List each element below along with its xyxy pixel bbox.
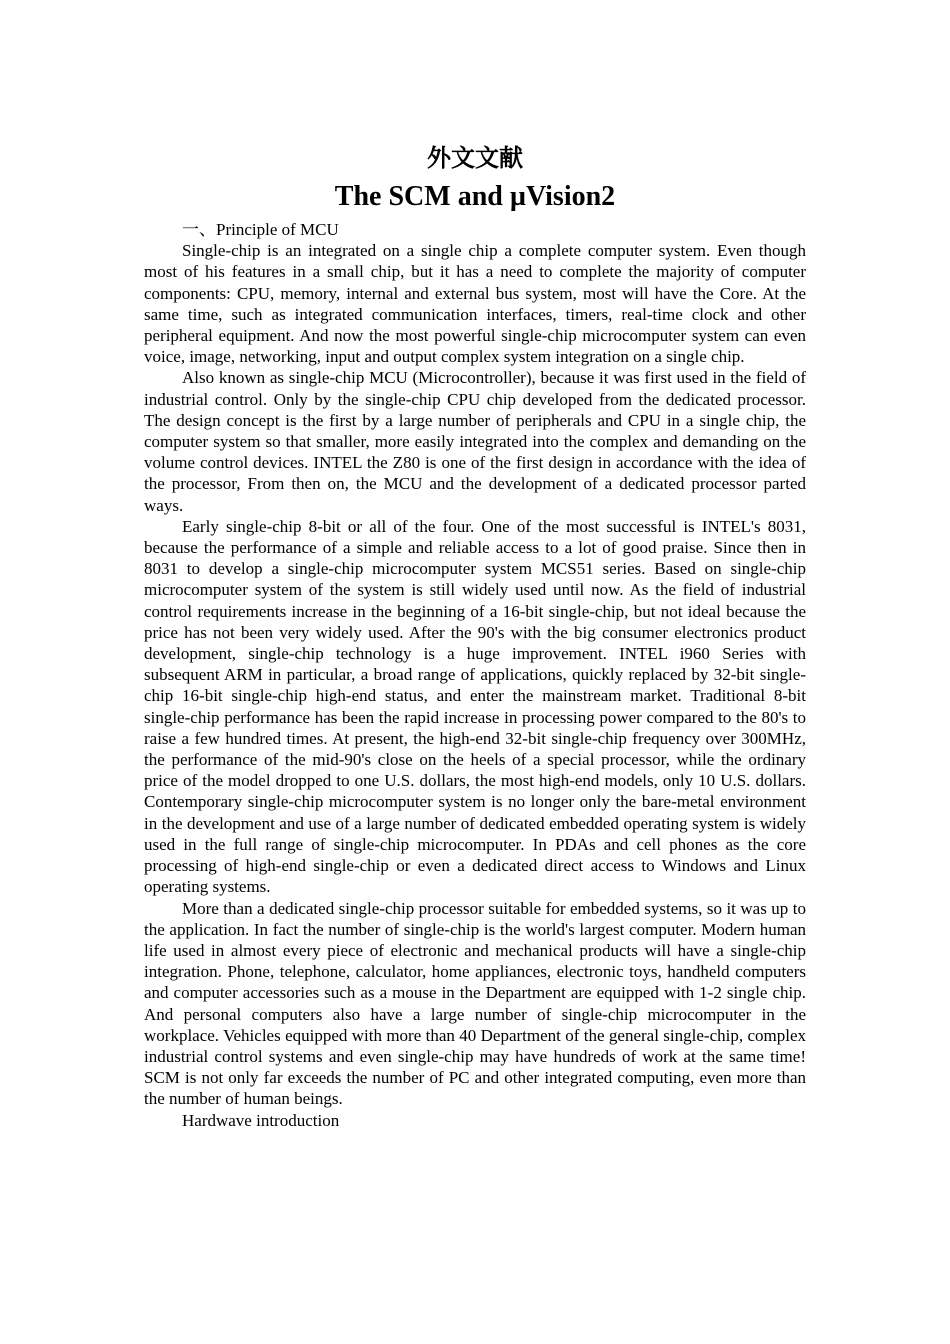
paragraph: Also known as single-chip MCU (Microcontroller), because it was first used in the field of industrial control. Only by the single-chip CPU chip developed from the dedicated processor. The design concept is the first by a large number of peripherals and CPU in a single chip, the computer system so that smaller, more easily integrated into the complex and demanding on the volume control devices. INTEL the Z80 is one of the first design in accordance with the idea of the processor, From then on, the MCU and the development of a dedicated processor parted ways. [144,368,806,515]
chinese-title: 外文文献 [427,144,523,172]
document-page [144,141,806,1131]
paragraph: Early single-chip 8-bit or all of the four. One of the most successful is INTEL's 8031, because the performance of a simple and reliable access to a lot of good praise. Since then in 8031 to develop a single-chip microcomputer system MCS51 series. Based on single-chip microcomputer system of the system is still widely used until now. As the field of industrial control requirements increase in the beginning of a 16-bit single-chip, but not ideal because the price has not been very widely used. After the 90's with the big consumer electronics product development, single-chip technology is a huge improvement. INTEL i960 Series with subsequent ARM in particular, a broad range of applications, quickly replaced by 32-bit single-chip 16-bit single-chip high-end status, and enter the mainstream market. Traditional 8-bit single-chip performance has been the rapid increase in processing power compared to the 80's to raise a few hundred times. At present, the high-end 32-bit single-chip frequency over 300MHz, the performance of the mid-90's close on the heels of a special processor, while the ordinary price of the model dropped to one U.S. dollars, the most high-end models, only 10 U.S. dollars. Contemporary single-chip microcomputer system is no longer only the bare-metal environment in the development and use of a large number of dedicated embedded operating system is widely used in the full range of single-chip microcomputer. In PDAs and cell phones as the core processing of high-end single-chip or even a dedicated direct access to Windows and Linux operating systems. [144,516,806,897]
english-title: The SCM and µVision2 [334,181,616,212]
section-heading: 一、Principle of MCU [182,220,339,239]
sub-heading: Hardwave introduction [182,1110,340,1130]
paragraph: Single-chip is an integrated on a single chip a complete computer system. Even though most of his features in a small chip, but it has a need to complete the majority of computer components: CPU, memory, internal and external bus system, most will have the Core. At the same time, such as integrated communication interfaces, timers, real-time clock and other peripheral equipment. And now the most powerful single-chip microcomputer system can even voice, image, networking, input and output complex system integration on a single chip. [144,241,806,367]
paragraph: More than a dedicated single-chip processor suitable for embedded systems, so it was up to the application. In fact the number of single-chip is the world's largest computer. Modern human life used in almost every piece of electronic and mechanical products will have a single-chip integration. Phone, telephone, calculator, home appliances, electronic toys, handheld computers and computer accessories such as a mouse in the Department are equipped with 1-2 single chip. And personal computers also have a large number of single-chip microcomputer in the workplace. Vehicles equipped with more than 40 Department of the general single-chip, complex industrial control systems and even single-chip may have hundreds of work at the same time! SCM is not only far exceeds the number of PC and other integrated computing, even more than the number of human beings. [144,898,806,1109]
